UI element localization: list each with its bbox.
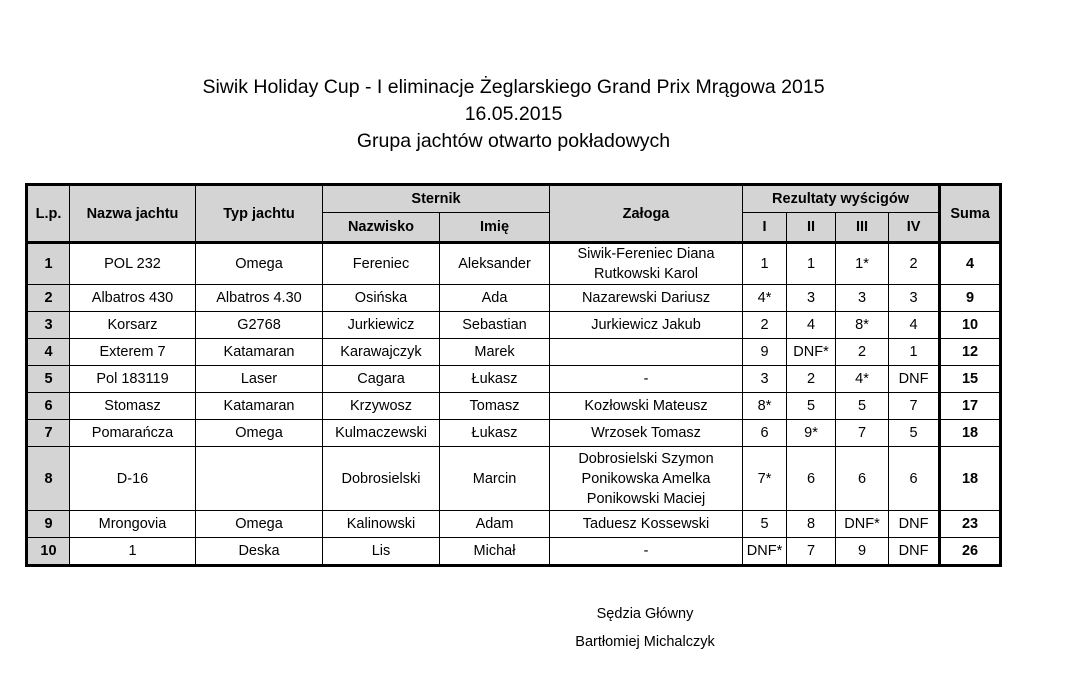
- table-row: [27, 393, 1001, 420]
- group-title: Grupa jachtów otwarto pokładowych: [356, 130, 671, 152]
- cell-yacht-name: POL 232: [70, 243, 196, 285]
- cell-surname: Karawajczyk: [323, 339, 440, 366]
- header-sum: Suma: [940, 185, 1001, 243]
- table-row: [27, 312, 1001, 339]
- cell-sum: 12: [940, 339, 1001, 366]
- cell-race-3: 4*: [836, 366, 889, 393]
- cell-race-1: 6: [743, 420, 787, 447]
- cell-sum: 9: [940, 285, 1001, 312]
- crew-member: Jurkiewicz Jakub: [591, 317, 701, 333]
- cell-yacht-type: Katamaran: [196, 339, 323, 366]
- cell-yacht-type: Katamaran: [196, 393, 323, 420]
- cell-race-1: 7*: [743, 447, 787, 511]
- cell-crew: [550, 420, 743, 447]
- table-row: [27, 420, 1001, 447]
- cell-yacht-type: Omega: [196, 511, 323, 538]
- cell-sum: 18: [940, 420, 1001, 447]
- cell-race-4: 6: [889, 447, 940, 511]
- cell-surname: Cagara: [323, 366, 440, 393]
- crew-member: -: [643, 543, 649, 559]
- cell-race-2: 7: [787, 538, 836, 566]
- crew-member: Ponikowski Maciej: [586, 490, 706, 507]
- cell-race-2: 2: [787, 366, 836, 393]
- table-row: [27, 243, 1001, 285]
- cell-surname: Jurkiewicz: [323, 312, 440, 339]
- table-row: [27, 339, 1001, 366]
- cell-surname: Osińska: [323, 285, 440, 312]
- document-header: [0, 74, 1027, 155]
- cell-race-3: 6: [836, 447, 889, 511]
- event-date: 16.05.2015: [464, 103, 563, 125]
- cell-lp: 2: [27, 285, 70, 312]
- cell-crew: [550, 447, 743, 511]
- cell-race-1: 1: [743, 243, 787, 285]
- cell-race-2: 5: [787, 393, 836, 420]
- cell-race-1: 5: [743, 511, 787, 538]
- cell-sum: 17: [940, 393, 1001, 420]
- cell-race-1: DNF*: [743, 538, 787, 566]
- cell-race-1: 3: [743, 366, 787, 393]
- cell-yacht-name: Stomasz: [70, 393, 196, 420]
- cell-yacht-type: Omega: [196, 243, 323, 285]
- cell-first-name: Tomasz: [440, 393, 550, 420]
- header-race-1: I: [743, 213, 787, 243]
- cell-lp: 10: [27, 538, 70, 566]
- cell-yacht-name: D-16: [70, 447, 196, 511]
- header-crew: Załoga: [550, 185, 743, 243]
- cell-sum: 26: [940, 538, 1001, 566]
- crew-member: Siwik-Fereniec Diana: [577, 246, 715, 262]
- cell-lp: 6: [27, 393, 70, 420]
- table-row: [27, 538, 1001, 566]
- cell-race-2: DNF*: [787, 339, 836, 366]
- cell-crew: [550, 511, 743, 538]
- cell-race-1: 9: [743, 339, 787, 366]
- table-row: [27, 285, 1001, 312]
- cell-surname: Kalinowski: [323, 511, 440, 538]
- crew-member: Dobrosielski Szymon: [578, 450, 714, 467]
- cell-lp: 4: [27, 339, 70, 366]
- table-row: [27, 447, 1001, 511]
- cell-sum: 10: [940, 312, 1001, 339]
- judge-signature-block: [560, 600, 730, 656]
- cell-yacht-type: Albatros 4.30: [196, 285, 323, 312]
- cell-race-1: 8*: [743, 393, 787, 420]
- cell-race-4: 3: [889, 285, 940, 312]
- cell-race-4: 2: [889, 243, 940, 285]
- cell-surname: Dobrosielski: [323, 447, 440, 511]
- judge-name: Bartłomiej Michalczyk: [575, 634, 715, 650]
- cell-race-4: 5: [889, 420, 940, 447]
- cell-race-4: 1: [889, 339, 940, 366]
- cell-lp: 3: [27, 312, 70, 339]
- cell-surname: Lis: [323, 538, 440, 566]
- cell-race-3: 7: [836, 420, 889, 447]
- crew-member: Kozłowski Mateusz: [584, 398, 708, 414]
- cell-crew: [550, 285, 743, 312]
- crew-member: Taduesz Kossewski: [582, 516, 710, 532]
- crew-member: -: [643, 371, 649, 387]
- cell-first-name: Ada: [440, 285, 550, 312]
- cell-race-2: 1: [787, 243, 836, 285]
- cell-first-name: Adam: [440, 511, 550, 538]
- cell-first-name: Michał: [440, 538, 550, 566]
- cell-crew: [550, 339, 743, 366]
- cell-race-2: 9*: [787, 420, 836, 447]
- header-lp: L.p.: [27, 185, 70, 243]
- cell-crew: [550, 243, 743, 285]
- cell-surname: Kulmaczewski: [323, 420, 440, 447]
- cell-yacht-name: Mrongovia: [70, 511, 196, 538]
- cell-sum: 18: [940, 447, 1001, 511]
- cell-race-1: 2: [743, 312, 787, 339]
- cell-yacht-name: Exterem 7: [70, 339, 196, 366]
- cell-yacht-name: 1: [70, 538, 196, 566]
- crew-member: Wrzosek Tomasz: [591, 425, 701, 441]
- cell-sum: 23: [940, 511, 1001, 538]
- header-skipper: Sternik: [323, 185, 550, 213]
- header-race-3: III: [836, 213, 889, 243]
- cell-first-name: Sebastian: [440, 312, 550, 339]
- cell-yacht-type: Deska: [196, 538, 323, 566]
- results-table: [25, 183, 1002, 567]
- judge-role: Sędzia Główny: [596, 606, 694, 622]
- cell-first-name: Aleksander: [440, 243, 550, 285]
- document-title: Siwik Holiday Cup - I eliminacje Żeglarskiego Grand Prix Mrągowa 2015: [202, 76, 825, 98]
- cell-crew: [550, 538, 743, 566]
- header-yacht-type: Typ jachtu: [196, 185, 323, 243]
- cell-first-name: Marek: [440, 339, 550, 366]
- cell-surname: Fereniec: [323, 243, 440, 285]
- cell-first-name: Łukasz: [440, 420, 550, 447]
- cell-race-3: 5: [836, 393, 889, 420]
- cell-yacht-type: G2768: [196, 312, 323, 339]
- header-race-2: II: [787, 213, 836, 243]
- header-yacht-name: Nazwa jachtu: [70, 185, 196, 243]
- header-results: Rezultaty wyścigów: [743, 185, 940, 213]
- table-row: [27, 366, 1001, 393]
- table-row: [27, 511, 1001, 538]
- cell-race-2: 8: [787, 511, 836, 538]
- cell-race-4: DNF: [889, 538, 940, 566]
- cell-lp: 7: [27, 420, 70, 447]
- cell-race-3: 1*: [836, 243, 889, 285]
- cell-yacht-name: Pol 183119: [70, 366, 196, 393]
- cell-race-3: 9: [836, 538, 889, 566]
- cell-race-4: 4: [889, 312, 940, 339]
- cell-lp: 8: [27, 447, 70, 511]
- cell-crew: [550, 312, 743, 339]
- cell-race-3: 8*: [836, 312, 889, 339]
- crew-member: Rutkowski Karol: [594, 266, 698, 282]
- cell-race-3: 2: [836, 339, 889, 366]
- cell-race-3: 3: [836, 285, 889, 312]
- cell-race-2: 3: [787, 285, 836, 312]
- cell-race-1: 4*: [743, 285, 787, 312]
- cell-yacht-type: Omega: [196, 420, 323, 447]
- cell-lp: 5: [27, 366, 70, 393]
- cell-race-4: DNF: [889, 511, 940, 538]
- cell-race-3: DNF*: [836, 511, 889, 538]
- cell-yacht-type: Laser: [196, 366, 323, 393]
- cell-race-2: 4: [787, 312, 836, 339]
- crew-member: Ponikowska Amelka: [581, 470, 711, 487]
- header-surname: Nazwisko: [323, 213, 440, 243]
- cell-yacht-name: Pomarańcza: [70, 420, 196, 447]
- crew-member: Nazarewski Dariusz: [581, 290, 711, 306]
- cell-sum: 15: [940, 366, 1001, 393]
- cell-yacht-name: Albatros 430: [70, 285, 196, 312]
- cell-race-4: 7: [889, 393, 940, 420]
- cell-first-name: Łukasz: [440, 366, 550, 393]
- cell-lp: 1: [27, 243, 70, 285]
- header-first-name: Imię: [440, 213, 550, 243]
- cell-sum: 4: [940, 243, 1001, 285]
- cell-race-2: 6: [787, 447, 836, 511]
- cell-yacht-type: [196, 447, 323, 511]
- cell-race-4: DNF: [889, 366, 940, 393]
- cell-crew: [550, 366, 743, 393]
- cell-crew: [550, 393, 743, 420]
- header-race-4: IV: [889, 213, 940, 243]
- cell-first-name: Marcin: [440, 447, 550, 511]
- cell-surname: Krzywosz: [323, 393, 440, 420]
- cell-lp: 9: [27, 511, 70, 538]
- cell-yacht-name: Korsarz: [70, 312, 196, 339]
